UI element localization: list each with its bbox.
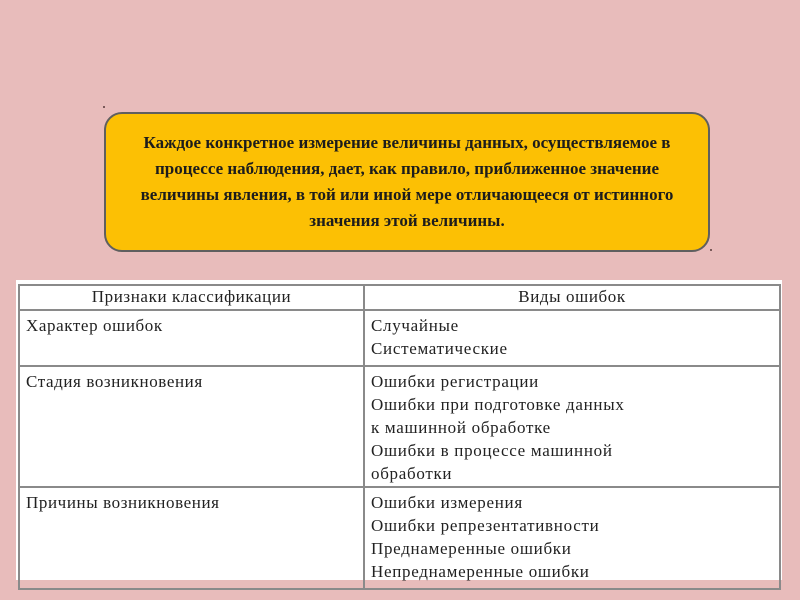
- definition-text: Каждое конкретное измерение величины данных, осуществляемое в процессе наблюдения, дает, как правило, приближенное значение величины явления, в той или иной мере отличающееся от истинного значения этой величины.: [140, 133, 674, 230]
- criterion-cell: Причины возникновения: [19, 487, 364, 589]
- error-type: Систематические: [371, 339, 508, 358]
- table-row: [19, 487, 780, 589]
- header-criteria: Признаки классификации: [19, 285, 364, 310]
- error-type: Ошибки в процессе машинной: [371, 441, 613, 460]
- definition-callout: [104, 112, 710, 252]
- error-type: обработки: [371, 464, 453, 483]
- header-error-types: Виды ошибок: [364, 285, 780, 310]
- error-type: Ошибки измерения: [371, 493, 523, 512]
- error-type: Преднамеренные ошибки: [371, 539, 572, 558]
- classification-table-container: [16, 280, 782, 580]
- error-type: Непреднамеренные ошибки: [371, 562, 590, 581]
- table-row: [19, 310, 780, 366]
- error-type: Случайные: [371, 316, 459, 335]
- error-types-cell: [364, 310, 780, 366]
- table-row: [19, 366, 780, 487]
- criterion-cell: Стадия возникновения: [19, 366, 364, 487]
- criterion-cell: Характер ошибок: [19, 310, 364, 366]
- decorative-dot: [103, 106, 105, 108]
- table-header-row: [19, 285, 780, 310]
- error-type: Ошибки регистрации: [371, 372, 539, 391]
- error-types-cell: [364, 487, 780, 589]
- error-types-cell: [364, 366, 780, 487]
- error-type: Ошибки репрезентативности: [371, 516, 600, 535]
- error-classification-table: [18, 284, 781, 590]
- decorative-dot: [710, 249, 712, 251]
- error-type: к машинной обработке: [371, 418, 551, 437]
- error-type: Ошибки при подготовке данных: [371, 395, 625, 414]
